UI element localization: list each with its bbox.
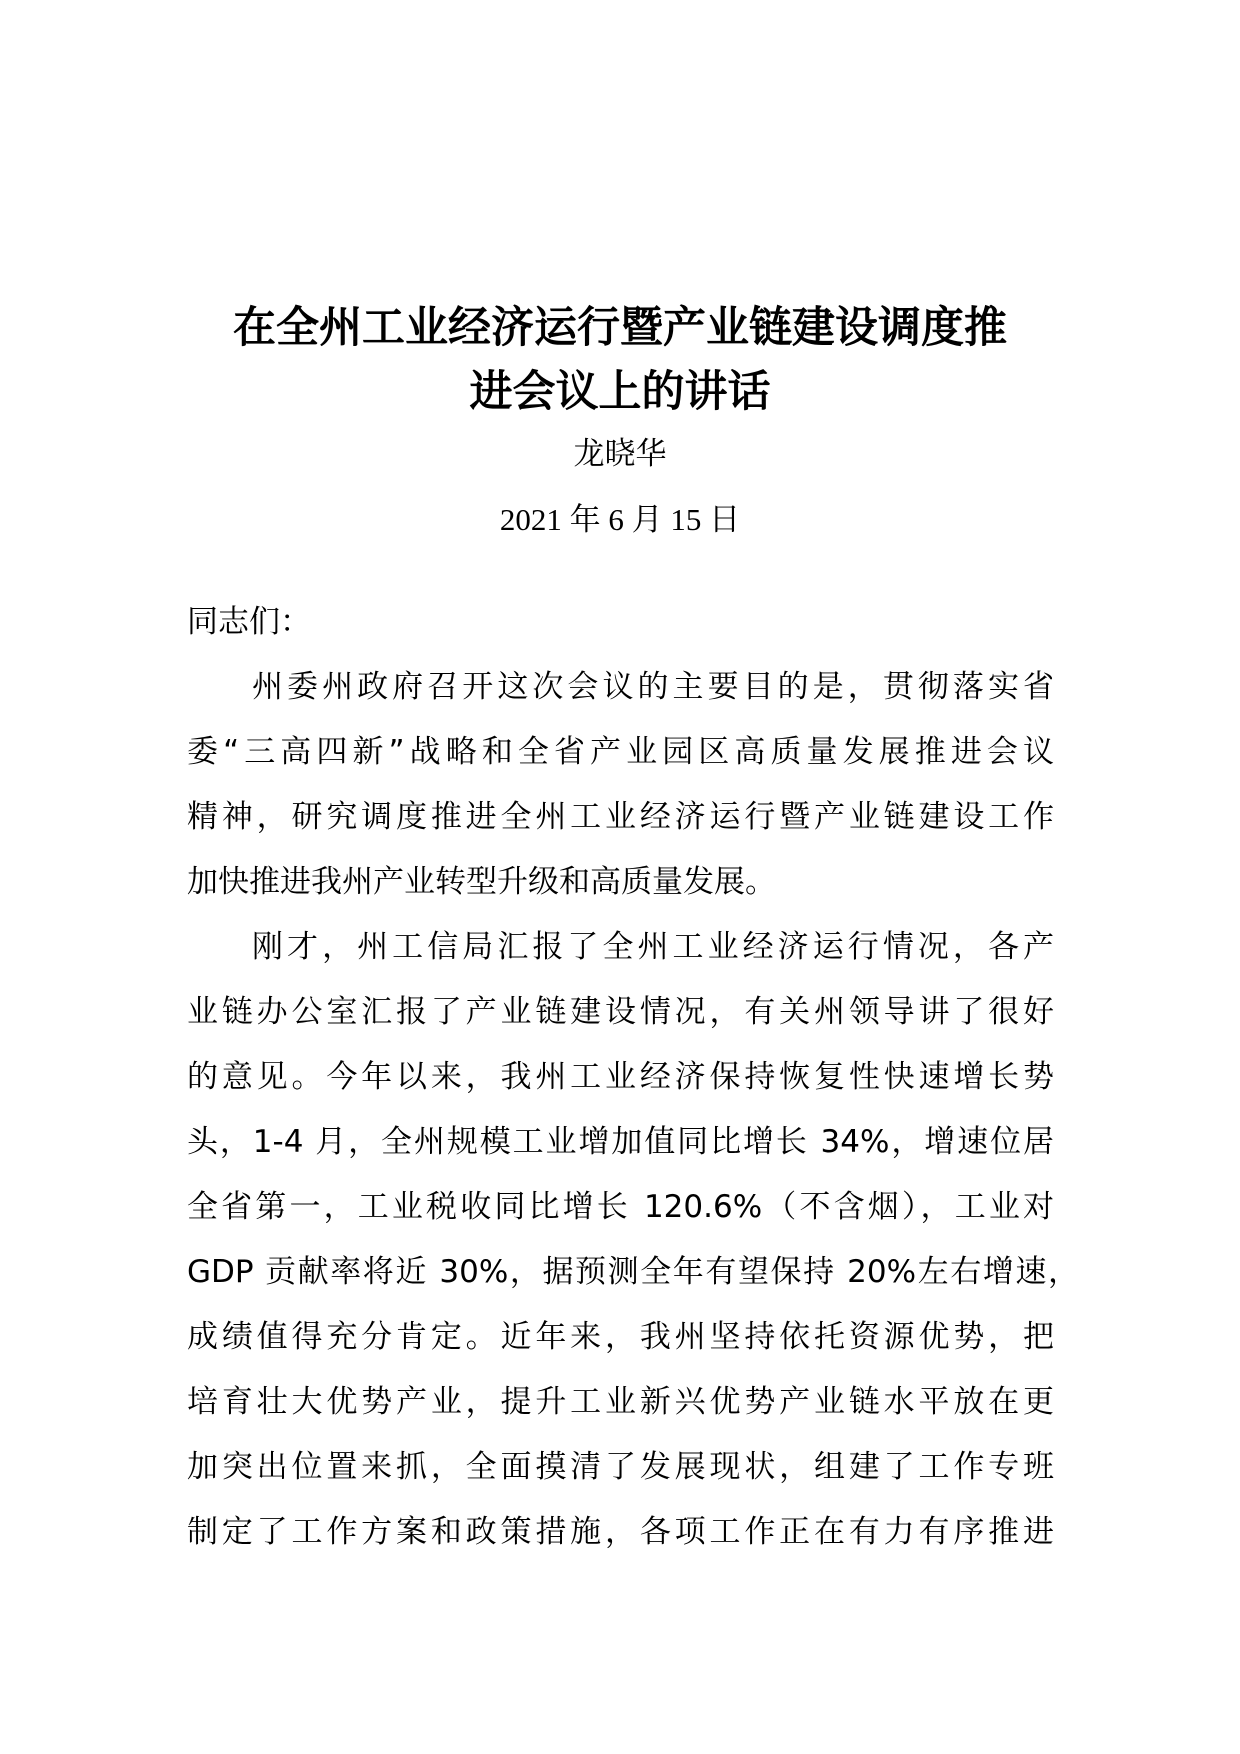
paragraph-2-line: 加突出位置来抓，全面摸清了发展现状，组建了工作专班 (187, 1449, 1054, 1485)
paragraph-2-line: 成绩值得充分肯定。近年来，我州坚持依托资源优势，把 (187, 1319, 1054, 1355)
paragraph-2-line: GDP 贡献率将近 30%，据预测全年有望保持 20%左右增速， (187, 1254, 1079, 1290)
author-name: 龙晓华 (573, 436, 667, 472)
document-title-line-2: 进会议上的讲话 (469, 367, 771, 417)
paragraph-2-line: 的意见。今年以来，我州工业经济保持恢复性快速增长势 (187, 1059, 1054, 1095)
paragraph-2-line: 业链办公室汇报了产业链建设情况，有关州领导讲了很好 (187, 994, 1054, 1030)
speech-date: 2021 年 6 月 15 日 (499, 502, 741, 537)
document-title-line-1: 在全州工业经济运行暨产业链建设调度推 (233, 303, 1007, 353)
paragraph-2-line: 刚才，州工信局汇报了全州工业经济运行情况，各产 (252, 929, 1054, 965)
paragraph-2-line: 制定了工作方案和政策措施，各项工作正在有力有序推进 (187, 1514, 1054, 1550)
paragraph-2-line: 全省第一，工业税收同比增长 120.6%（不含烟），工业对 (187, 1189, 1054, 1225)
paragraph-2-line: 培育壮大优势产业，提升工业新兴优势产业链水平放在更 (187, 1384, 1054, 1420)
paragraph-1-line: 州委州政府召开这次会议的主要目的是，贯彻落实省 (252, 669, 1054, 705)
salutation: 同志们： (187, 604, 311, 640)
paragraph-1-line: 加快推进我州产业转型升级和高质量发展。 (187, 864, 776, 900)
paragraph-1-line: 精神，研究调度推进全州工业经济运行暨产业链建设工作 (187, 799, 1054, 835)
paragraph-2-line: 头，1-4 月，全州规模工业增加值同比增长 34%，增速位居 (187, 1124, 1054, 1160)
paragraph-1-line: 委“三高四新”战略和全省产业园区高质量发展推进会议 (187, 734, 1054, 770)
